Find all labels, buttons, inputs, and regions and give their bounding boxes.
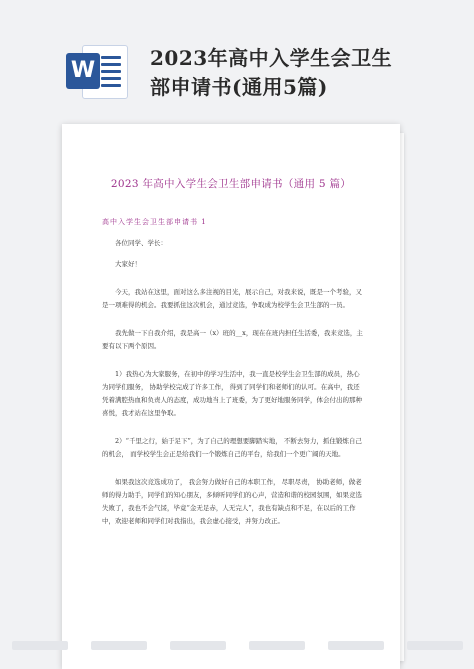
word-icon [66,43,128,99]
watermark-block [12,641,68,650]
word-badge-icon: W [66,53,100,89]
section-heading: 高中入学生会卫生部申请书 1 [102,218,207,226]
document-title-line-2: 部申请书(通用5篇) [150,75,328,99]
paragraph-intro: 今天，我站在这里，面对这么多注视的目光，展示自己，对我来说，既是一个考验，又是一项难得的机会。我要抓住这次机会，通过竞选，争取成为校学生会卫生部的一员。 [102,288,362,309]
paragraph-conclusion: 如果我这次竞选成功了， 我会努力做好自己的本职工作， 尽职尽责， 协助老师，做老师的得力助手，同学们的知心朋友，多倾听同学们的心声，营造和谐的校园氛围，如果竞选失败了，我也不会气馁，毕竟“金无足赤，人无完人”，我也有缺点和不足，在以后的工作中，欢迎老师和同学们对我指出，我会虚心接受，并努力改正。 [102,478,362,525]
paragraph-self-introduction: 我先做一下自我介绍，我是高一（x）班的__x，现在在班内担任生活委，我来竞选，主要有以下两个原因。 [102,329,363,350]
paragraph-greeting: 大家好！ [115,260,141,268]
watermark-block [328,641,384,650]
document-page [62,124,400,669]
watermark-block [170,641,226,650]
paragraph-salutation: 各位同学、学长： [115,239,167,247]
watermark-strip [0,635,474,655]
watermark-block [249,641,305,650]
document-title [150,44,450,102]
paragraph-reason-2: 2）“千里之行，始于足下”，为了自己的理想要脚踏实地， 不断去努力，抓住锻炼自己的机会， 而学校学生会正是给我们一个锻炼自己的平台，给我们一个更广阔的天地。 [102,437,362,458]
body-text [102,237,366,536]
page-title: 2023 年高中入学生会卫生部申请书（通用 5 篇） [110,178,352,190]
header [0,0,474,120]
document-title-line-1: 2023年高中入学生会卫生 [150,46,393,70]
watermark-block [407,641,463,650]
watermark-block [91,641,147,650]
paragraph-reason-1: 1）我热心为大家服务，在初中的学习生活中，我一直是校学生会卫生部的成员，热心为同学们服务， 协助学校完成了许多工作， 得到了同学们和老师们的认可。在高中，我还凭着满腔热血和负责人的态度，成功地当上了班委，为了更好地服务同学，体会付出的那种喜悦，我才站在这里争取。 [102,370,362,417]
